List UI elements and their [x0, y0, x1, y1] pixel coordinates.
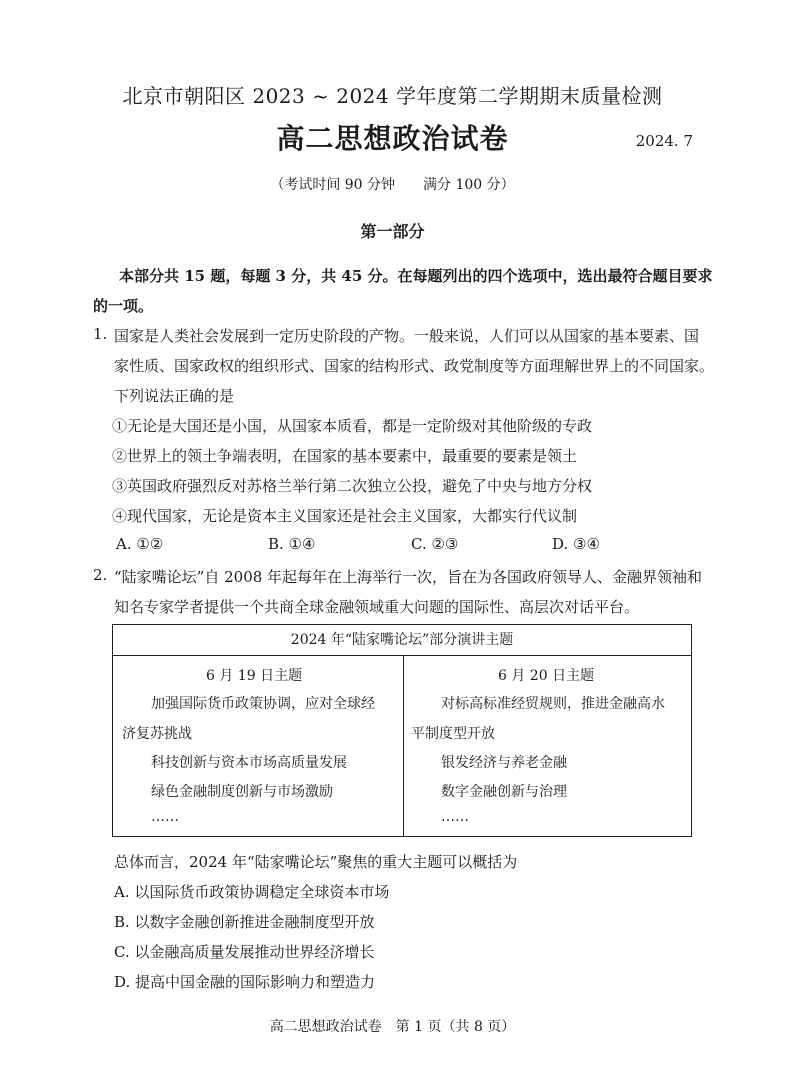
- part-instruction-line1: 本部分共 15 题，每题 3 分，共 45 分。在每题列出的四个选项中，选出最符合题目要求: [119, 267, 713, 285]
- q2-option-c: C. 以金融高质量发展推动世界经济增长: [114, 943, 375, 961]
- q1-stem-line1: 国家是人类社会发展到一定历史阶段的产物。一般来说，人们可以从国家的基本要素、国: [114, 327, 700, 345]
- q2-option-d: D. 提高中国金融的国际影响力和塑造力: [114, 973, 376, 991]
- q1-option-a: A. ①②: [116, 535, 164, 553]
- q1-option-d: D. ③④: [552, 535, 600, 553]
- q1-stem-line3: 下列说法正确的是: [114, 387, 235, 405]
- table-left-item: 加强国际货币政策协调，应对全球经: [151, 696, 375, 712]
- table-title: 2024 年“陆家嘴论坛”部分演讲主题: [113, 625, 691, 656]
- q1-option-b: B. ①④: [268, 535, 316, 553]
- table-right-header: 6 月 20 日主题: [498, 668, 595, 684]
- q1-statement-1: ①无论是大国还是小国，从国家本质看，都是一定阶级对其他阶级的专政: [112, 417, 593, 435]
- q2-number: 2.: [93, 566, 108, 584]
- q1-stem-line2: 家性质、国家政权的组织形式、国家的结构形式、政党制度等方面理解世界上的不同国家。: [114, 357, 715, 375]
- part-title: 第一部分: [360, 222, 425, 241]
- table-divider: [403, 655, 404, 837]
- page-footer: 高二思想政治试卷 第 1 页（共 8 页）: [269, 1019, 516, 1035]
- table-right-item: 数字金融创新与治理: [441, 784, 567, 800]
- q1-option-c: C. ②③: [411, 535, 459, 553]
- table-left-item: 科技创新与资本市场高质量发展: [151, 755, 347, 771]
- q2-question: 总体而言，2024 年“陆家嘴论坛”聚焦的重大主题可以概括为: [114, 853, 518, 871]
- q1-number: 1.: [93, 325, 108, 343]
- table-left-item: 绿色金融制度创新与市场激励: [151, 784, 333, 800]
- q2-option-b: B. 以数字金融创新推进金融制度型开放: [114, 913, 375, 931]
- table-right-item: 平制度型开放: [411, 726, 495, 742]
- q1-statement-4: ④现代国家，无论是资本主义国家还是社会主义国家，大都实行代议制: [112, 507, 578, 525]
- q1-statement-3: ③英国政府强烈反对苏格兰举行第二次独立公投，避免了中央与地方分权: [112, 477, 593, 495]
- q2-option-a: A. 以国际货币政策协调稳定全球资本市场: [114, 883, 390, 901]
- table-right-item: ……: [441, 809, 469, 825]
- q2-stem-line1: “陆家嘴论坛”自 2008 年起每年在上海举行一次，旨在为各国政府领导人、金融界领袖和: [114, 568, 703, 586]
- table-left-header: 6 月 19 日主题: [206, 668, 303, 684]
- table-left-item: 济复苏挑战: [122, 726, 192, 742]
- exam-time-info: （考试时间 90 分钟 满分 100 分）: [270, 177, 515, 193]
- part-instruction-line2: 的一项。: [93, 297, 154, 315]
- exam-date: 2024. 7: [635, 132, 693, 150]
- q1-statement-2: ②世界上的领土争端表明，在国家的基本要素中，最重要的要素是领土: [112, 447, 578, 465]
- paper-title: 高二思想政治试卷: [276, 122, 509, 155]
- table-left-item: ……: [151, 809, 179, 825]
- table-right-item: 银发经济与养老金融: [441, 755, 567, 771]
- exam-header: 北京市朝阳区 2023 ~ 2024 学年度第二学期期末质量检测: [122, 84, 663, 108]
- forum-topics-table: [112, 624, 692, 837]
- table-right-item: 对标高标准经贸规则，推进金融高水: [441, 696, 665, 712]
- q2-stem-line2: 知名专家学者提供一个共商全球金融领域重大问题的国际性、高层次对话平台。: [114, 598, 640, 616]
